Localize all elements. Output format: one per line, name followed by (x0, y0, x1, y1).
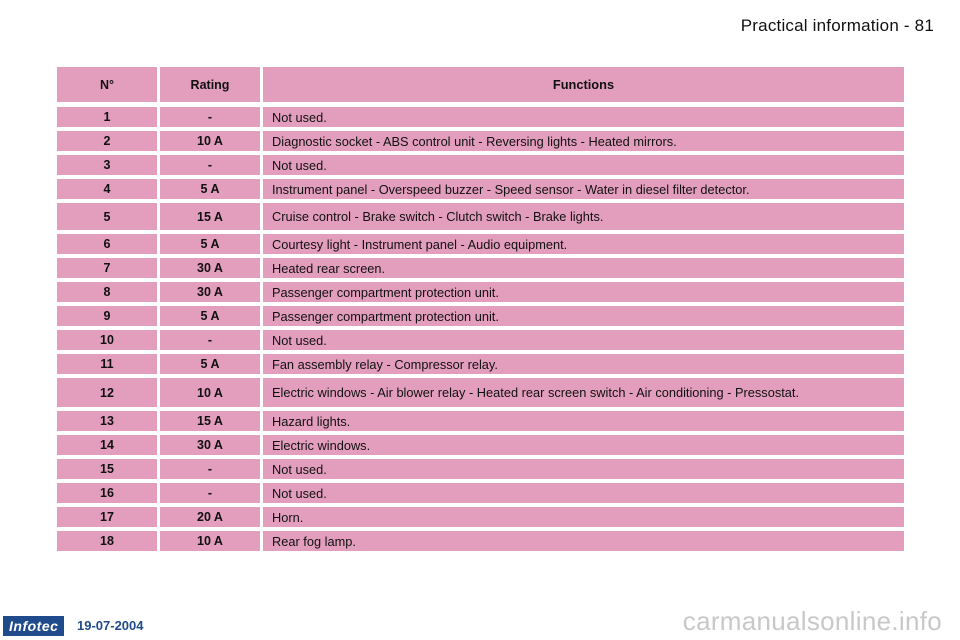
fuse-number: 18 (57, 531, 160, 555)
fuse-functions: Passenger compartment protection unit. (263, 282, 904, 306)
watermark-text: carmanualsonline.info (682, 606, 942, 636)
fuse-rating: 30 A (160, 435, 263, 459)
fuse-number: 2 (57, 131, 160, 155)
table-row (57, 354, 904, 378)
fuse-number: 14 (57, 435, 160, 459)
fuse-rating: 10 A (160, 131, 263, 155)
fuse-rating: 30 A (160, 258, 263, 282)
fuse-functions: Horn. (263, 507, 904, 531)
infotec-logo: Infotec (3, 616, 64, 636)
fuse-functions: Cruise control - Brake switch - Clutch switch - Brake lights. (263, 203, 904, 234)
fuse-number: 16 (57, 483, 160, 507)
fuse-rating: - (160, 155, 263, 179)
fuse-functions: Heated rear screen. (263, 258, 904, 282)
fuse-functions: Not used. (263, 483, 904, 507)
table-row (57, 203, 904, 234)
fuse-number: 8 (57, 282, 160, 306)
fuse-number: 5 (57, 203, 160, 234)
fuse-number: 3 (57, 155, 160, 179)
fuse-rating: 5 A (160, 179, 263, 203)
table-row (57, 507, 904, 531)
page-title: Practical information - 81 (740, 16, 934, 35)
fuse-rating: 20 A (160, 507, 263, 531)
fuse-rating: 30 A (160, 282, 263, 306)
table-row (57, 258, 904, 282)
table-row (57, 330, 904, 354)
table-header-row (57, 67, 904, 107)
fuse-functions: Not used. (263, 330, 904, 354)
footer-date: 19-07-2004 (77, 618, 144, 633)
table-row (57, 131, 904, 155)
fuse-rating: - (160, 459, 263, 483)
table-row (57, 306, 904, 330)
table-row (57, 234, 904, 258)
fuse-number: 11 (57, 354, 160, 378)
fuse-functions: Not used. (263, 107, 904, 131)
fuse-functions: Rear fog lamp. (263, 531, 904, 555)
table-row (57, 378, 904, 411)
table-row (57, 483, 904, 507)
table-row (57, 155, 904, 179)
fuse-rating: 10 A (160, 378, 263, 411)
table-row (57, 435, 904, 459)
fuse-number: 1 (57, 107, 160, 131)
column-header-rating: Rating (160, 67, 263, 107)
table-row (57, 531, 904, 555)
fuse-number: 6 (57, 234, 160, 258)
fuse-rating: 15 A (160, 411, 263, 435)
fuse-functions: Not used. (263, 155, 904, 179)
fuse-number: 12 (57, 378, 160, 411)
table-row (57, 282, 904, 306)
fuse-rating: 5 A (160, 306, 263, 330)
fuse-number: 10 (57, 330, 160, 354)
table-row (57, 459, 904, 483)
table-row (57, 411, 904, 435)
fuse-functions: Instrument panel - Overspeed buzzer - Speed sensor - Water in diesel filter detector. (263, 179, 904, 203)
fuse-functions: Electric windows - Air blower relay - Heated rear screen switch - Air conditioning - Pressostat. (263, 378, 904, 411)
fuse-number: 4 (57, 179, 160, 203)
fuse-functions: Diagnostic socket - ABS control unit - Reversing lights - Heated mirrors. (263, 131, 904, 155)
fuse-functions: Hazard lights. (263, 411, 904, 435)
column-header-functions: Functions (263, 67, 904, 107)
table-row (57, 107, 904, 131)
fuse-rating: 10 A (160, 531, 263, 555)
fuse-rating: 15 A (160, 203, 263, 234)
table-row (57, 179, 904, 203)
fuse-rating: 5 A (160, 234, 263, 258)
fuse-functions: Courtesy light - Instrument panel - Audio equipment. (263, 234, 904, 258)
fuse-number: 15 (57, 459, 160, 483)
fuse-functions: Electric windows. (263, 435, 904, 459)
column-header-number: N° (57, 67, 160, 107)
fuse-number: 7 (57, 258, 160, 282)
fuse-number: 9 (57, 306, 160, 330)
fuse-rating: - (160, 107, 263, 131)
fuse-functions: Fan assembly relay - Compressor relay. (263, 354, 904, 378)
fuse-table (57, 67, 904, 555)
fuse-number: 17 (57, 507, 160, 531)
fuse-rating: 5 A (160, 354, 263, 378)
fuse-functions: Passenger compartment protection unit. (263, 306, 904, 330)
fuse-number: 13 (57, 411, 160, 435)
fuse-functions: Not used. (263, 459, 904, 483)
fuse-rating: - (160, 483, 263, 507)
fuse-rating: - (160, 330, 263, 354)
